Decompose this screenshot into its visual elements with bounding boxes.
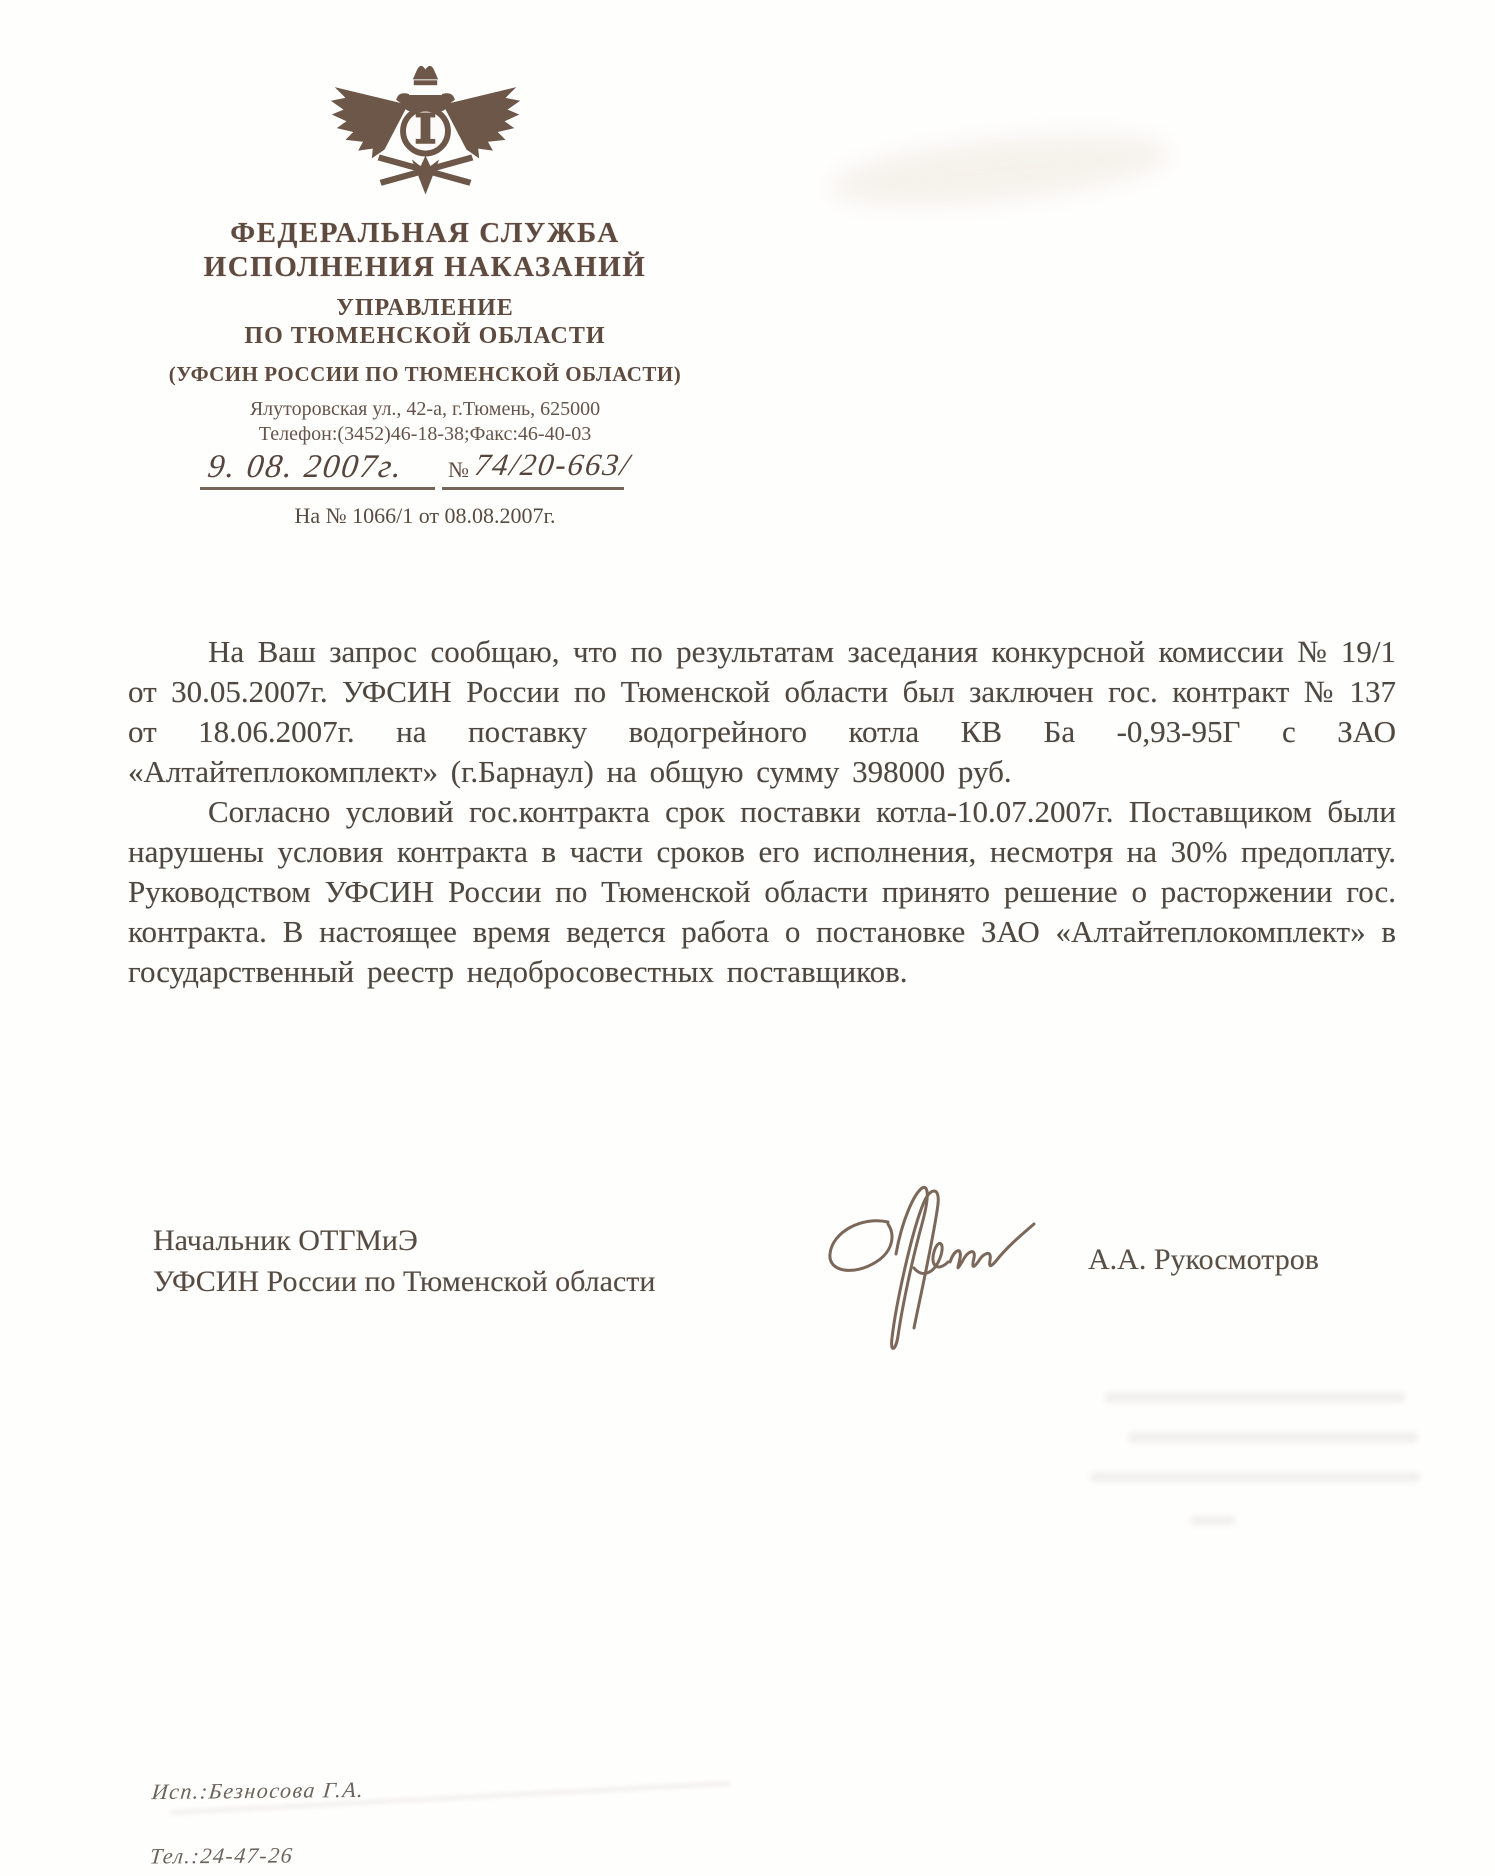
signatory-name: А.А. Рукосмотров: [1088, 1243, 1319, 1276]
stamp-remnant: [1190, 1516, 1236, 1525]
executor-phone-line: Тел.:24-47-26: [148, 1842, 295, 1869]
stamp-remnant: [1090, 1472, 1420, 1482]
signatory-position-line1: Начальник ОТГМиЭ: [153, 1224, 418, 1257]
stamp-remnant: [1105, 1392, 1405, 1403]
agency-name-line2: ИСПОЛНЕНИЯ НАКАЗАНИЙ: [203, 251, 647, 283]
outgoing-number-handwritten: 74/20-663/: [472, 447, 634, 482]
agency-name: [130, 216, 720, 284]
signatory-position: [153, 1220, 655, 1302]
letter-body: [128, 632, 1396, 992]
fsin-eagle-emblem-icon: [323, 60, 528, 213]
body-paragraph-1: На Ваш запрос сообщаю, что по результатам заседания конкурсной комиссии № 19/1 от 30.05.2007г. УФСИН России по Тюменской области был заключен гос. контракт № 137 от 18.06.2007г. на поставку водогрейного котла КВ Ба -0,93-95Г с ЗАО «Алтайтеплокомплект» (г.Барнаул) на общую сумму 398000 руб.: [128, 634, 1396, 789]
emblem-container: [130, 60, 720, 210]
address-line: Ялуторовская ул., 42-а, г.Тюмень, 625000: [249, 398, 601, 420]
outgoing-requisites: [130, 449, 720, 495]
division-name-line1: УПРАВЛЕНИЕ: [336, 295, 514, 321]
executor-line: Исп.:Безносова Г.А.: [150, 1776, 366, 1805]
handwritten-signature: [792, 1158, 1092, 1393]
signatory-position-line2: УФСИН России по Тюменской области: [153, 1265, 656, 1298]
letterhead: [130, 60, 720, 529]
outgoing-date-handwritten: 9. 08. 2007г.: [205, 449, 406, 485]
number-underline: [442, 487, 624, 490]
number-sign: №: [448, 457, 469, 482]
agency-abbreviation: (УФСИН РОССИИ ПО ТЮМЕНСКОЙ ОБЛАСТИ): [168, 362, 682, 386]
body-paragraph-2: Согласно условий гос.контракта срок поставки котла-10.07.2007г. Поставщиком были нарушены условия контракта в части сроков его исполнения, несмотря на 30% предоплату. Руководством УФСИН России по Тюменской области принято решение о расторжении гос. контракта. В настоящее время ведется работа о постановке ЗАО «Алтайтеплокомплект» в государственный реестр недобросовестных поставщиков.: [128, 794, 1396, 989]
reference-line: На № 1066/1 от 08.08.2007г.: [294, 503, 556, 528]
contacts-line: Телефон:(3452)46-18-38;Факс:46-40-03: [258, 423, 592, 445]
division-name-line2: ПО ТЮМЕНСКОЙ ОБЛАСТИ: [244, 323, 606, 349]
date-underline: [200, 487, 435, 490]
division-name: [130, 294, 720, 350]
agency-name-line1: ФЕДЕРАЛЬНАЯ СЛУЖБА: [230, 217, 620, 249]
scan-smudge: [828, 122, 1172, 217]
stamp-remnant: [1128, 1432, 1418, 1443]
